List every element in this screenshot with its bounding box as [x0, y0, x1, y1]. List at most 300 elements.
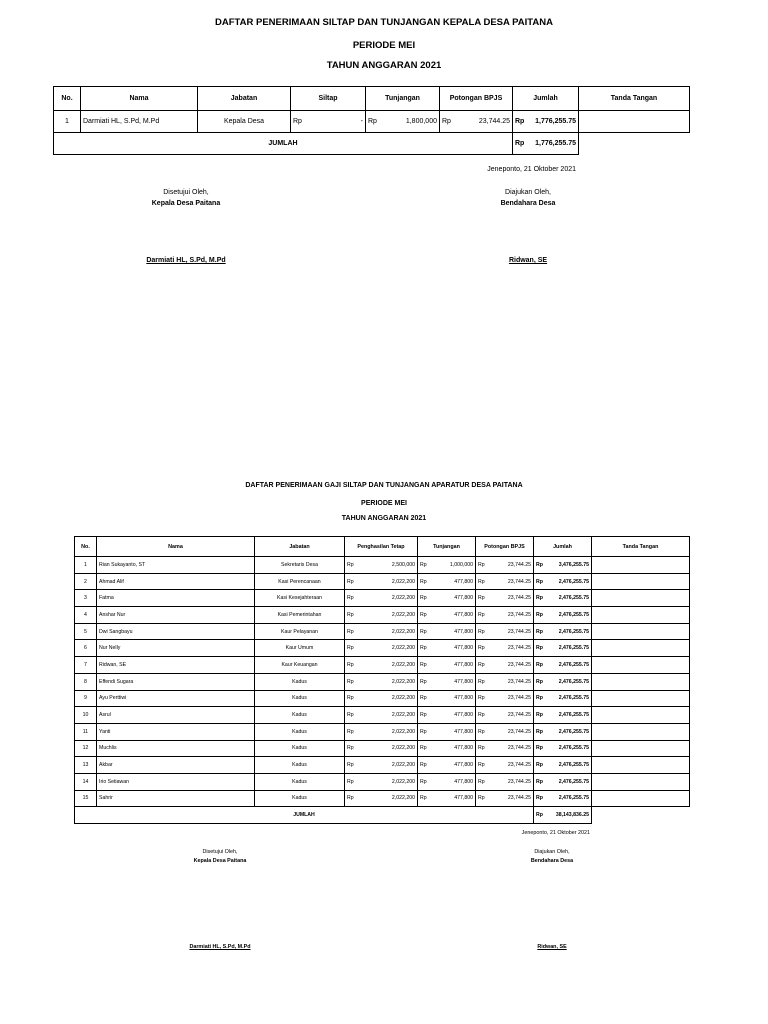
cell-tunjangan — [366, 111, 440, 133]
cell-tanda-tangan — [592, 607, 690, 624]
cell-no: 10 — [75, 707, 97, 724]
penghasilan-tetap-cell — [345, 657, 418, 674]
cell-jabatan: Kadus — [255, 690, 345, 707]
tunjangan-cell — [418, 607, 476, 624]
cell-tanda-tangan — [592, 673, 690, 690]
submitter-name: Ridwan, SE — [508, 257, 548, 264]
cell-jabatan: Kasi Pemerintahan — [255, 607, 345, 624]
bpjs-cell — [476, 590, 534, 607]
currency-label: Rp — [347, 728, 354, 735]
currency-label: Rp — [478, 745, 485, 752]
bpjs-cell — [476, 673, 534, 690]
currency-label: Rp — [347, 628, 354, 635]
penghasilan-tetap-value: 2,022,200 — [391, 728, 415, 735]
cell-tanda-tangan — [592, 640, 690, 657]
jumlah-cell — [534, 740, 592, 757]
table-row — [75, 623, 690, 640]
header-jabatan: Jabatan — [255, 537, 345, 557]
aparatur-table — [74, 536, 690, 824]
currency-label: Rp — [420, 578, 427, 585]
section1-title: DAFTAR PENERIMAAN SILTAP DAN TUNJANGAN KEPALA DESA PAITANA — [215, 17, 553, 28]
section2-approver-title: Kepala Desa Paitana — [193, 858, 247, 864]
currency-label: Rp — [420, 595, 427, 602]
tunjangan-cell — [418, 773, 476, 790]
cell-tanda-tangan — [592, 573, 690, 590]
table-row — [75, 657, 690, 674]
cell-no: 4 — [75, 607, 97, 624]
cell-jabatan: Kadus — [255, 757, 345, 774]
penghasilan-tetap-cell — [345, 590, 418, 607]
currency-label: Rp — [347, 745, 354, 752]
currency-label: Rp — [347, 561, 354, 568]
header-jabatan: Jabatan — [198, 87, 291, 111]
total-value: 1,776,255.75 — [535, 140, 576, 147]
currency-label: Rp — [478, 628, 485, 635]
cell-nama: Effendi Sugara — [97, 673, 255, 690]
bpjs-value: 23,744.25 — [507, 795, 531, 802]
tunjangan-value: 477,800 — [454, 778, 473, 785]
currency-label: Rp — [347, 678, 354, 685]
cell-tanda-tangan — [592, 723, 690, 740]
cell-no: 15 — [75, 790, 97, 807]
total-value: 38,143,836.25 — [555, 812, 589, 819]
jumlah-value: 2,476,255.75 — [558, 628, 589, 635]
cell-nama: Asrul — [97, 707, 255, 724]
header-no: No. — [75, 537, 97, 557]
jumlah-cell — [534, 757, 592, 774]
cell-nama: Fatma — [97, 590, 255, 607]
bpjs-cell — [476, 623, 534, 640]
bpjs-value: 23,744.25 — [507, 628, 531, 635]
currency-label: Rp — [478, 645, 485, 652]
header-penghasilan-tetap: Penghasilan Tetap — [345, 537, 418, 557]
currency-label: Rp — [536, 812, 543, 819]
bpjs-cell — [476, 573, 534, 590]
jumlah-value: 2,476,255.75 — [558, 712, 589, 719]
currency-label: Rp — [442, 118, 451, 125]
cell-no: 5 — [75, 623, 97, 640]
currency-label: Rp — [536, 578, 543, 585]
cell-nama: Irio Setiawan — [97, 773, 255, 790]
cell-tanda-tangan — [592, 623, 690, 640]
currency-label: Rp — [420, 678, 427, 685]
section2-approver-name: Darmiati HL, S.Pd, M.Pd — [189, 944, 251, 950]
jumlah-value: 1,776,255.75 — [535, 118, 576, 125]
jumlah-cell — [534, 773, 592, 790]
approver-name: Darmiati HL, S.Pd, M.Pd — [146, 257, 226, 264]
penghasilan-tetap-cell — [345, 690, 418, 707]
tunjangan-value: 1,800,000 — [405, 118, 437, 125]
cell-tanda-tangan — [579, 111, 690, 133]
tunjangan-value: 477,800 — [454, 595, 473, 602]
section2-year: TAHUN ANGGARAN 2021 — [341, 515, 427, 522]
table-row — [75, 757, 690, 774]
cell-jabatan: Kasi Perencanaan — [255, 573, 345, 590]
cell-tanda-tangan — [592, 707, 690, 724]
tunjangan-cell — [418, 690, 476, 707]
cell-tanda-tangan — [592, 773, 690, 790]
currency-label: Rp — [478, 661, 485, 668]
cell-no: 13 — [75, 757, 97, 774]
table-row — [75, 707, 690, 724]
currency-label: Rp — [420, 695, 427, 702]
cell-tanda-tangan — [592, 590, 690, 607]
cell-no: 6 — [75, 640, 97, 657]
header-potongan-bpjs: Potongan BPJS — [476, 537, 534, 557]
jumlah-value: 2,476,255.75 — [558, 762, 589, 769]
bpjs-value: 23,744.25 — [507, 745, 531, 752]
place-date: Jeneponto, 21 Oktober 2021 — [487, 166, 576, 173]
total-row — [54, 133, 690, 155]
total-value-cell — [513, 133, 579, 155]
currency-label: Rp — [478, 578, 485, 585]
bpjs-cell — [476, 757, 534, 774]
tunjangan-cell — [418, 757, 476, 774]
penghasilan-tetap-cell — [345, 740, 418, 757]
header-potongan-bpjs: Potongan BPJS — [440, 87, 513, 111]
table-row — [75, 673, 690, 690]
currency-label: Rp — [478, 795, 485, 802]
tunjangan-value: 477,800 — [454, 712, 473, 719]
currency-label: Rp — [293, 118, 302, 125]
cell-nama: Sahrir — [97, 790, 255, 807]
jumlah-cell — [534, 590, 592, 607]
cell-jabatan: Kepala Desa — [198, 111, 291, 133]
currency-label: Rp — [478, 712, 485, 719]
jumlah-cell — [534, 557, 592, 574]
tunjangan-cell — [418, 640, 476, 657]
cell-jabatan: Kadus — [255, 673, 345, 690]
cell-no: 14 — [75, 773, 97, 790]
currency-label: Rp — [420, 728, 427, 735]
penghasilan-tetap-value: 2,022,200 — [391, 745, 415, 752]
penghasilan-tetap-value: 2,022,200 — [391, 795, 415, 802]
penghasilan-tetap-cell — [345, 773, 418, 790]
bpjs-value: 23,744.25 — [507, 728, 531, 735]
table-row — [75, 557, 690, 574]
currency-label: Rp — [347, 595, 354, 602]
cell-nama: Ridwan, SE — [97, 657, 255, 674]
bpjs-value: 23,744.25 — [507, 778, 531, 785]
currency-label: Rp — [536, 678, 543, 685]
cell-jabatan: Kaur Pelayanan — [255, 623, 345, 640]
tunjangan-cell — [418, 740, 476, 757]
tunjangan-cell — [418, 723, 476, 740]
currency-label: Rp — [536, 661, 543, 668]
jumlah-value: 2,476,255.75 — [558, 745, 589, 752]
jumlah-cell — [534, 640, 592, 657]
table-row — [75, 590, 690, 607]
jumlah-cell — [534, 790, 592, 807]
tunjangan-value: 477,800 — [454, 645, 473, 652]
cell-tanda-tangan — [592, 657, 690, 674]
total-empty — [579, 133, 690, 155]
penghasilan-tetap-cell — [345, 557, 418, 574]
currency-label: Rp — [347, 661, 354, 668]
tunjangan-cell — [418, 623, 476, 640]
tunjangan-cell — [418, 657, 476, 674]
cell-tanda-tangan — [592, 757, 690, 774]
header-tunjangan: Tunjangan — [418, 537, 476, 557]
currency-label: Rp — [536, 611, 543, 618]
section2-place-date: Jeneponto, 21 Oktober 2021 — [521, 830, 590, 836]
penghasilan-tetap-cell — [345, 790, 418, 807]
currency-label: Rp — [478, 595, 485, 602]
cell-tanda-tangan — [592, 557, 690, 574]
penghasilan-tetap-cell — [345, 723, 418, 740]
jumlah-value: 2,476,255.75 — [558, 595, 589, 602]
currency-label: Rp — [478, 695, 485, 702]
table-row — [75, 773, 690, 790]
section1-year: TAHUN ANGGARAN 2021 — [326, 60, 442, 71]
jumlah-cell — [534, 573, 592, 590]
bpjs-value: 23,744.25 — [507, 762, 531, 769]
currency-label: Rp — [536, 712, 543, 719]
cell-jabatan: Kaur Keuangan — [255, 657, 345, 674]
tunjangan-value: 1,000,000 — [449, 561, 473, 568]
currency-label: Rp — [420, 762, 427, 769]
cell-no: 3 — [75, 590, 97, 607]
currency-label: Rp — [536, 795, 543, 802]
currency-label: Rp — [347, 695, 354, 702]
cell-nama: Anshar Nur — [97, 607, 255, 624]
currency-label: Rp — [536, 595, 543, 602]
tunjangan-cell — [418, 590, 476, 607]
header-no: No. — [54, 87, 81, 111]
tunjangan-cell — [418, 557, 476, 574]
tunjangan-value: 477,800 — [454, 611, 473, 618]
tunjangan-value: 477,800 — [454, 695, 473, 702]
table-row — [75, 790, 690, 807]
currency-label: Rp — [536, 778, 543, 785]
header-nama: Nama — [81, 87, 198, 111]
header-tanda-tangan: Tanda Tangan — [579, 87, 690, 111]
tunjangan-value: 477,800 — [454, 762, 473, 769]
jumlah-cell — [534, 623, 592, 640]
header-jumlah: Jumlah — [513, 87, 579, 111]
tunjangan-value: 477,800 — [454, 661, 473, 668]
currency-label: Rp — [368, 118, 377, 125]
penghasilan-tetap-value: 2,500,000 — [391, 561, 415, 568]
cell-jabatan: Kadus — [255, 707, 345, 724]
cell-nama: Muchlis — [97, 740, 255, 757]
table-row — [54, 111, 690, 133]
approved-by: Disetujui Oleh, — [163, 189, 209, 196]
bpjs-cell — [476, 557, 534, 574]
cell-nama: Yanti — [97, 723, 255, 740]
bpjs-value: 23,744.25 — [507, 695, 531, 702]
bpjs-value: 23,744.25 — [507, 645, 531, 652]
currency-label: Rp — [420, 778, 427, 785]
penghasilan-tetap-cell — [345, 607, 418, 624]
submitter-title: Bendahara Desa — [500, 200, 556, 207]
currency-label: Rp — [347, 762, 354, 769]
table-header-row — [75, 537, 690, 557]
cell-no: 11 — [75, 723, 97, 740]
bpjs-cell — [476, 707, 534, 724]
cell-nama: Nur Nelly — [97, 640, 255, 657]
tunjangan-cell — [418, 573, 476, 590]
table-row — [75, 640, 690, 657]
currency-label: Rp — [420, 795, 427, 802]
cell-jabatan: Kadus — [255, 723, 345, 740]
cell-no: 1 — [54, 111, 81, 133]
tunjangan-cell — [418, 707, 476, 724]
jumlah-value: 3,476,255.75 — [558, 561, 589, 568]
bpjs-value: 23,744.25 — [507, 595, 531, 602]
cell-bpjs — [440, 111, 513, 133]
bpjs-value: 23,744.25 — [478, 118, 510, 125]
cell-jabatan: Kadus — [255, 740, 345, 757]
jumlah-cell — [534, 723, 592, 740]
penghasilan-tetap-value: 2,022,200 — [391, 762, 415, 769]
table-row — [75, 690, 690, 707]
bpjs-value: 23,744.25 — [507, 561, 531, 568]
bpjs-cell — [476, 657, 534, 674]
total-label: JUMLAH — [54, 133, 513, 155]
jumlah-cell — [534, 690, 592, 707]
tunjangan-value: 477,800 — [454, 745, 473, 752]
bpjs-cell — [476, 773, 534, 790]
cell-jabatan: Kadus — [255, 773, 345, 790]
penghasilan-tetap-value: 2,022,200 — [391, 678, 415, 685]
table-row — [75, 573, 690, 590]
cell-nama: Akbar — [97, 757, 255, 774]
bpjs-value: 23,744.25 — [507, 712, 531, 719]
cell-nama: Ahmad Alif — [97, 573, 255, 590]
section2-submitter-name: Ridwan, SE — [537, 944, 567, 950]
cell-tanda-tangan — [592, 690, 690, 707]
currency-label: Rp — [347, 712, 354, 719]
bpjs-cell — [476, 640, 534, 657]
currency-label: Rp — [347, 578, 354, 585]
cell-nama: Ayu Perttiwi — [97, 690, 255, 707]
penghasilan-tetap-value: 2,022,200 — [391, 628, 415, 635]
penghasilan-tetap-cell — [345, 673, 418, 690]
tunjangan-cell — [418, 790, 476, 807]
bpjs-cell — [476, 790, 534, 807]
cell-jabatan: Kasi Kesejahteraan — [255, 590, 345, 607]
currency-label: Rp — [420, 712, 427, 719]
tunjangan-cell — [418, 673, 476, 690]
total-empty — [592, 807, 690, 824]
currency-label: Rp — [536, 628, 543, 635]
cell-tanda-tangan — [592, 790, 690, 807]
cell-nama: Dwi Sangbayu — [97, 623, 255, 640]
cell-nama: Rian Sukayanto, ST — [97, 557, 255, 574]
bpjs-value: 23,744.25 — [507, 661, 531, 668]
currency-label: Rp — [536, 745, 543, 752]
submitted-by: Diajukan Oleh, — [505, 189, 551, 196]
jumlah-cell — [534, 673, 592, 690]
currency-label: Rp — [347, 778, 354, 785]
table-row — [75, 723, 690, 740]
penghasilan-tetap-value: 2,022,200 — [391, 595, 415, 602]
section2-submitted-by: Diajukan Oleh, — [534, 849, 570, 855]
cell-no: 8 — [75, 673, 97, 690]
tunjangan-value: 477,800 — [454, 795, 473, 802]
jumlah-value: 2,476,255.75 — [558, 661, 589, 668]
currency-label: Rp — [420, 645, 427, 652]
tunjangan-value: 477,800 — [454, 728, 473, 735]
currency-label: Rp — [515, 118, 525, 125]
currency-label: Rp — [536, 645, 543, 652]
penghasilan-tetap-cell — [345, 573, 418, 590]
jumlah-value: 2,476,255.75 — [558, 611, 589, 618]
cell-no: 1 — [75, 557, 97, 574]
penghasilan-tetap-value: 2,022,200 — [391, 695, 415, 702]
bpjs-value: 23,744.25 — [507, 611, 531, 618]
jumlah-value: 2,476,255.75 — [558, 695, 589, 702]
cell-jabatan: Sekretaris Desa — [255, 557, 345, 574]
header-nama: Nama — [97, 537, 255, 557]
currency-label: Rp — [478, 678, 485, 685]
currency-label: Rp — [536, 728, 543, 735]
penghasilan-tetap-value: 2,022,200 — [391, 712, 415, 719]
currency-label: Rp — [536, 561, 543, 568]
total-label: JUMLAH — [75, 807, 534, 824]
kepala-desa-table — [53, 86, 690, 155]
currency-label: Rp — [420, 611, 427, 618]
penghasilan-tetap-value: 2,022,200 — [391, 645, 415, 652]
currency-label: Rp — [347, 795, 354, 802]
bpjs-cell — [476, 723, 534, 740]
jumlah-cell — [534, 607, 592, 624]
jumlah-value: 2,476,255.75 — [558, 778, 589, 785]
penghasilan-tetap-cell — [345, 640, 418, 657]
jumlah-value: 2,476,255.75 — [558, 728, 589, 735]
jumlah-value: 2,476,255.75 — [558, 645, 589, 652]
bpjs-value: 23,744.25 — [507, 578, 531, 585]
currency-label: Rp — [420, 745, 427, 752]
total-cell — [534, 807, 592, 824]
cell-jabatan: Kadus — [255, 790, 345, 807]
table-row — [75, 607, 690, 624]
cell-jumlah — [513, 111, 579, 133]
cell-no: 7 — [75, 657, 97, 674]
penghasilan-tetap-value: 2,022,200 — [391, 778, 415, 785]
cell-siltap — [291, 111, 366, 133]
penghasilan-tetap-cell — [345, 757, 418, 774]
jumlah-cell — [534, 707, 592, 724]
jumlah-value: 2,476,255.75 — [558, 678, 589, 685]
section2-title: DAFTAR PENERIMAAN GAJI SILTAP DAN TUNJANGAN APARATUR DESA PAITANA — [245, 482, 523, 489]
currency-label: Rp — [478, 728, 485, 735]
section2-approved-by: Disetujui Oleh, — [202, 849, 238, 855]
currency-label: Rp — [420, 661, 427, 668]
currency-label: Rp — [347, 611, 354, 618]
currency-label: Rp — [515, 140, 525, 147]
approver-title: Kepala Desa Paitana — [151, 200, 221, 207]
header-jumlah: Jumlah — [534, 537, 592, 557]
section2-period: PERIODE MEI — [361, 500, 407, 507]
jumlah-value: 2,476,255.75 — [558, 795, 589, 802]
siltap-value: - — [360, 118, 363, 125]
penghasilan-tetap-value: 2,022,200 — [391, 578, 415, 585]
jumlah-cell — [534, 657, 592, 674]
section1-period: PERIODE MEI — [352, 40, 416, 51]
bpjs-cell — [476, 607, 534, 624]
bpjs-cell — [476, 740, 534, 757]
penghasilan-tetap-value: 2,022,200 — [391, 611, 415, 618]
jumlah-value: 2,476,255.75 — [558, 578, 589, 585]
table-header-row — [54, 87, 690, 111]
currency-label: Rp — [420, 628, 427, 635]
currency-label: Rp — [347, 645, 354, 652]
tunjangan-value: 477,800 — [454, 628, 473, 635]
penghasilan-tetap-value: 2,022,200 — [391, 661, 415, 668]
section2-submitter-title: Bendahara Desa — [530, 858, 574, 864]
